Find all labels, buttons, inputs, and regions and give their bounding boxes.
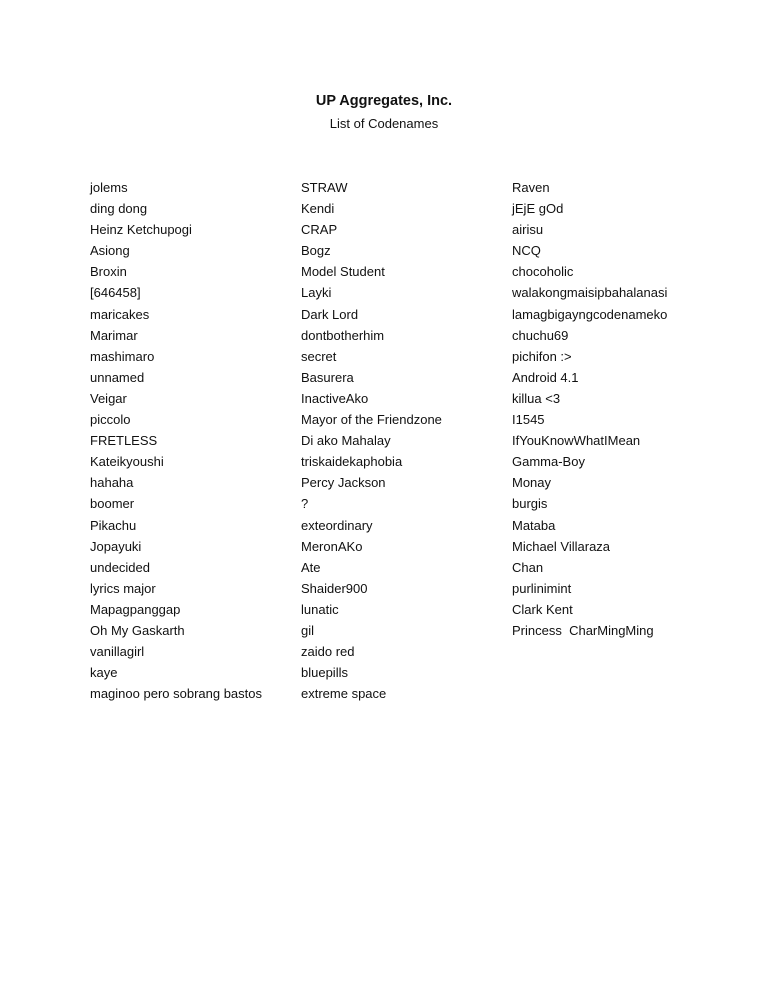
codename-item: mashimaro — [90, 348, 155, 364]
codename-item: Monay — [512, 475, 552, 491]
codename-item: Veigar — [90, 390, 127, 406]
codename-item: Oh My Gaskarth — [90, 622, 185, 638]
codename-item: ding dong — [90, 201, 148, 217]
codename-item: Raven — [512, 180, 550, 195]
codename-item: maricakes — [90, 306, 150, 322]
codename-item: Heinz Ketchupogi — [90, 222, 192, 238]
codename-item: extreme space — [301, 686, 387, 702]
codename-item: burgis — [512, 496, 548, 512]
codename-item: Di ako Mahalay — [301, 433, 391, 449]
codename-item: Michael Villaraza — [512, 538, 611, 554]
codename-item: Pikachu — [90, 517, 137, 533]
codename-item: MeronAKo — [301, 538, 363, 554]
codename-item: purlinimint — [512, 580, 572, 596]
codename-item: Jopayuki — [90, 538, 142, 554]
codename-item: Model Student — [301, 264, 385, 280]
codename-item: Kendi — [301, 201, 335, 217]
codename-item: Clark Kent — [512, 601, 573, 617]
codename-item: pichifon :> — [512, 348, 572, 364]
codename-item: chuchu69 — [512, 327, 569, 343]
codename-item: chocoholic — [512, 264, 574, 280]
codename-column-3 — [512, 177, 752, 641]
codename-item: Percy Jackson — [301, 475, 386, 491]
codename-item: Mapagpanggap — [90, 601, 181, 617]
codename-item: FRETLESS — [90, 433, 158, 449]
codename-item: Shaider900 — [301, 580, 368, 596]
codename-item: Chan — [512, 559, 544, 575]
codename-item: maginoo pero sobrang bastos — [90, 686, 263, 702]
codename-item: bluepills — [301, 665, 348, 681]
codename-item: Dark Lord — [301, 306, 359, 322]
codename-item: triskaidekaphobia — [301, 454, 403, 470]
codename-item: lyrics major — [90, 580, 156, 596]
codename-item: gil — [301, 622, 315, 638]
codename-item: killua <3 — [512, 390, 561, 406]
codename-item: Mataba — [512, 517, 556, 533]
codename-item: Broxin — [90, 264, 127, 280]
codename-item: Marimar — [90, 327, 138, 343]
codename-item: kaye — [90, 665, 118, 681]
codename-item: Android 4.1 — [512, 369, 579, 385]
codename-item: zaido red — [301, 644, 355, 660]
codename-item: secret — [301, 348, 337, 364]
codename-item: InactiveAko — [301, 390, 369, 406]
codename-item: Bogz — [301, 243, 331, 259]
codename-item: [646458] — [90, 285, 141, 301]
codename-item: undecided — [90, 559, 150, 575]
codename-item: lunatic — [301, 601, 339, 617]
codename-item: walakongmaisipbahalanasi — [512, 285, 668, 301]
codename-item: STRAW — [301, 180, 348, 195]
codename-item: jolems — [90, 180, 128, 195]
codename-item: vanillagirl — [90, 644, 145, 660]
codename-item: Kateikyoushi — [90, 454, 164, 470]
codename-column-1 — [90, 177, 290, 704]
codename-item: I1545 — [512, 412, 545, 428]
codename-item: piccolo — [90, 412, 131, 428]
codename-item: NCQ — [512, 243, 541, 259]
codename-item: IfYouKnowWhatIMean — [512, 433, 641, 449]
codename-item: lamagbigayngcodenameko — [512, 306, 668, 322]
codename-item: ? — [301, 496, 309, 512]
codename-item: Layki — [301, 285, 332, 301]
codename-item: airisu — [512, 222, 544, 238]
codename-item: Ate — [301, 559, 321, 575]
codename-item: Mayor of the Friendzone — [301, 412, 442, 428]
codename-item: hahaha — [90, 475, 134, 491]
document-title: UP Aggregates, Inc. — [315, 93, 453, 109]
codename-item: jEjE gOd — [512, 201, 564, 217]
document-subtitle: List of Codenames — [329, 116, 439, 131]
codename-item: dontbotherhim — [301, 327, 385, 343]
codename-column-2 — [301, 177, 501, 704]
codename-item: Basurera — [301, 369, 354, 385]
codename-item: Princess CharMingMing — [512, 622, 654, 638]
codename-item: exteordinary — [301, 517, 373, 533]
codename-item: Gamma-Boy — [512, 454, 585, 470]
codename-item: CRAP — [301, 222, 338, 238]
codename-item: Asiong — [90, 243, 130, 259]
codename-item: unnamed — [90, 369, 145, 385]
codename-item: boomer — [90, 496, 135, 512]
